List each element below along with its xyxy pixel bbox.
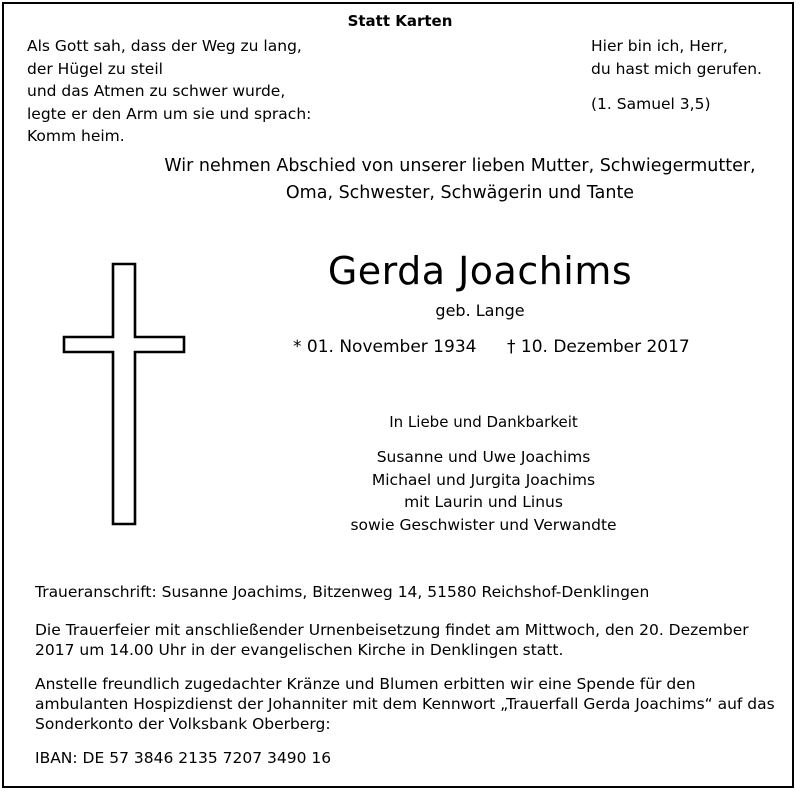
mourner-line: Susanne und Uwe Joachims — [376, 448, 591, 466]
cross-icon — [62, 262, 186, 526]
poem-line: der Hügel zu steil — [27, 59, 163, 78]
mourner-line: Michael und Jurgita Joachims — [371, 470, 596, 489]
farewell-line: Wir nehmen Abschied von unserer lieben Mutter, Schwiegermutter, — [164, 156, 756, 176]
deceased-name: Gerda Joachims — [327, 249, 633, 293]
mourning-address: Traueranschrift: Susanne Joachims, Bitzenweg 14, 51580 Reichshof-Denklingen — [35, 583, 650, 601]
notice-header: Statt Karten — [347, 12, 453, 30]
farewell-text — [150, 153, 770, 207]
poem-line: Hier bin ich, Herr, — [591, 37, 728, 55]
farewell-line: Oma, Schwester, Schwägerin und Tante — [285, 183, 635, 203]
mourner-line: sowie Geschwister und Verwandte — [350, 515, 617, 534]
poem-line: Komm heim. — [27, 127, 125, 145]
poem-line: Als Gott sah, dass der Weg zu lang, — [27, 37, 302, 55]
mourners-list — [250, 446, 717, 536]
donation-info: Anstelle freundlich zugedachter Kränze und Blumen erbitten wir eine Spende für den ambulanten Hospizdienst der Johanniter mit dem Kennwort „Trauerfall Gerda Joachims“ auf das Sonderkonto der Volksbank Oberberg: — [35, 675, 775, 733]
iban: IBAN: DE 57 3846 2135 7207 3490 16 — [35, 749, 332, 767]
poem-line: legte er den Arm um sie und sprach: — [27, 104, 312, 123]
poem-line: du hast mich gerufen. — [591, 59, 762, 78]
birth-name: geb. Lange — [435, 301, 525, 320]
bible-reference: (1. Samuel 3,5) — [591, 95, 711, 113]
poem-line: und das Atmen zu schwer wurde, — [27, 82, 286, 100]
ceremony-info: Die Trauerfeier mit anschließender Urnenbeisetzung findet am Mittwoch, den 20. Dezember 2017 um 14.00 Uhr in der evangelischen Kirche in Denklingen statt. — [35, 621, 749, 659]
poem-right — [591, 35, 762, 116]
poem-left — [27, 35, 311, 148]
mourner-line: mit Laurin und Linus — [404, 493, 563, 511]
death-date: † 10. Dezember 2017 — [507, 337, 690, 357]
birth-date: * 01. November 1934 — [293, 337, 477, 357]
closing-line: In Liebe und Dankbarkeit — [389, 413, 578, 431]
